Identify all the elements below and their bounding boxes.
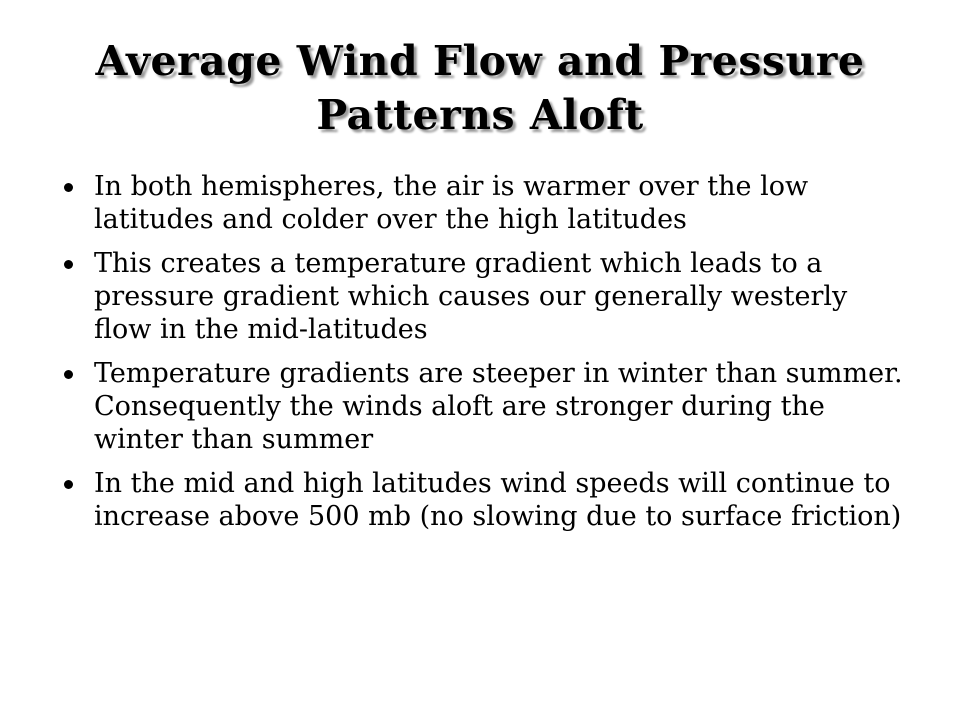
slide-title <box>40 34 920 142</box>
bullet-item <box>64 170 904 236</box>
bullet-text: In the mid and high latitudes wind speeds will continue to increase above 500 mb (no slowing due to surface friction) <box>94 468 902 532</box>
bullet-dot-icon <box>64 480 73 489</box>
bullet-text: This creates a temperature gradient which leads to a pressure gradient which causes our generally westerly flow in the mid-latitudes <box>94 248 848 345</box>
bullet-list <box>64 170 904 544</box>
bullet-item <box>64 247 904 346</box>
bullet-text: Temperature gradients are steeper in winter than summer. Consequently the winds aloft are stronger during the winter than summer <box>94 358 903 455</box>
bullet-dot-icon <box>64 183 73 192</box>
bullet-dot-icon <box>64 370 73 379</box>
bullet-dot-icon <box>64 260 73 269</box>
bullet-item <box>64 357 904 456</box>
bullet-item <box>64 467 904 533</box>
slide-title-line-2: Patterns Aloft <box>316 91 644 139</box>
slide-title-line-1: Average Wind Flow and Pressure <box>95 37 865 85</box>
bullet-text: In both hemispheres, the air is warmer over the low latitudes and colder over the high latitudes <box>94 171 809 235</box>
